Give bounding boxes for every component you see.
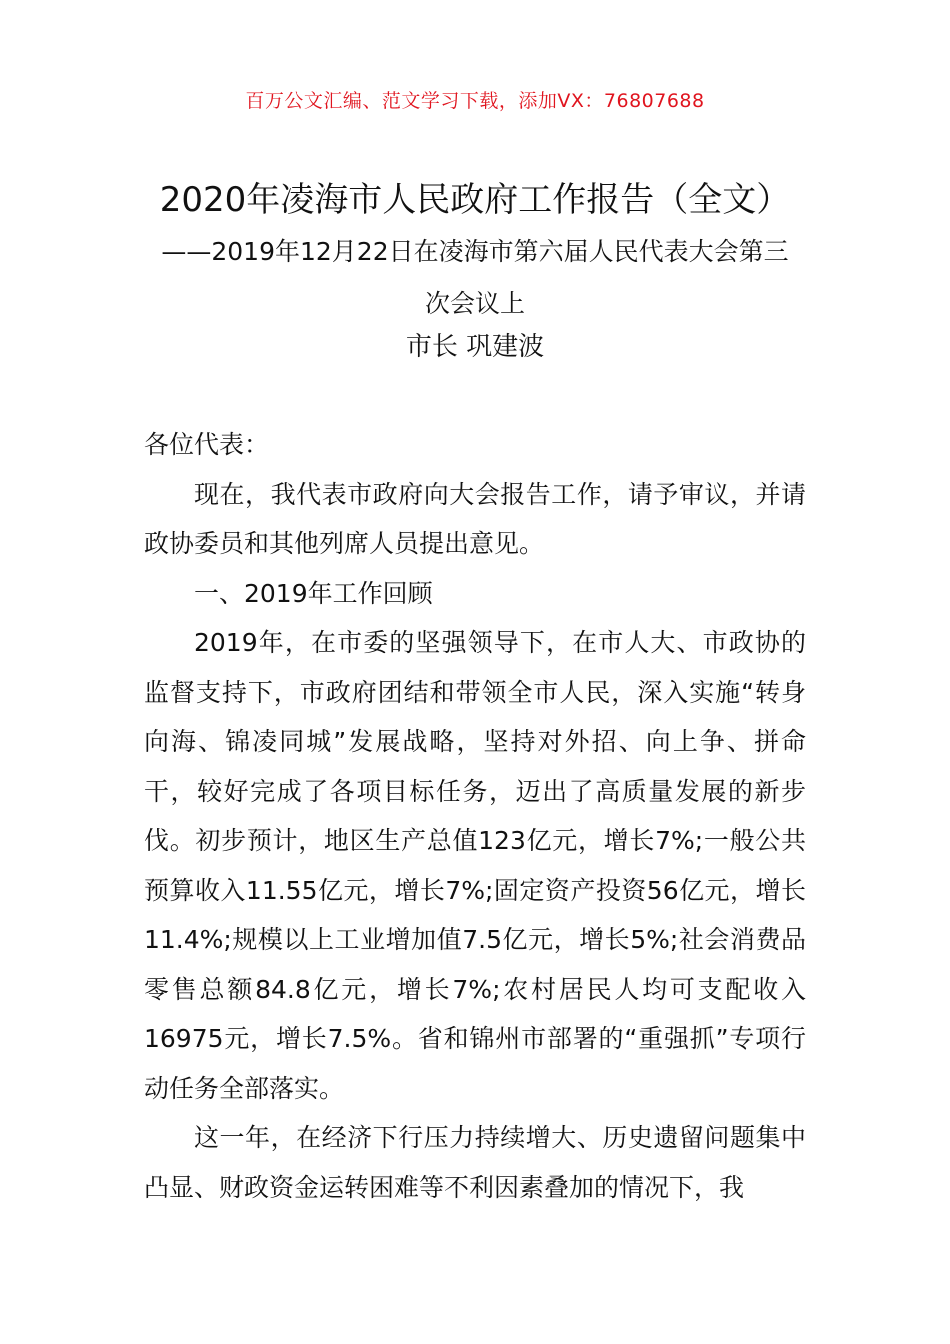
section-heading: 一、2019年工作回顾 xyxy=(194,578,433,608)
paragraph-review: 2019年，在市委的坚强领导下，在市人大、市政协的监督支持下，市政府团结和带领全市人民，深入实施“转身向海、锦凌同城”发展战略，坚持对外招、向上争、拼命干，较好完成了各项目标任务，迈出了高质量发展的新步伐。初步预计，地区生产总值123亿元，增长7%;一般公共预算收入11.55亿元，增长7%;固定资产投资56亿元，增长11.4%;规模以上工业增加值7.5亿元，增长5%;社会消费品零售总额84.8亿元，增长7%;农村居民人均可支配收入16975元，增长7.5%。省和锦州市部署的“重强抓”专项行动任务全部落实。 xyxy=(144,628,806,1103)
salutation: 各位代表： xyxy=(144,430,270,459)
document-subtitle: ——2019年12月22日在凌海市第六届人民代表大会第三次会议上 xyxy=(161,237,789,318)
author-line: 市长 巩建波 xyxy=(405,332,545,362)
promo-banner: 百万公文汇编、范文学习下载，添加VX：76807688 xyxy=(245,90,705,112)
document-body xyxy=(144,420,806,1212)
intro-paragraph: 现在，我代表市政府向大会报告工作，请予审议，并请政协委员和其他列席人员提出意见。 xyxy=(144,479,806,558)
document-title: 2020年凌海市人民政府工作报告（全文） xyxy=(159,180,791,220)
paragraph-context: 这一年，在经济下行压力持续增大、历史遗留问题集中凸显、财政资金运转困难等不利因素叠加的情况下，我 xyxy=(144,1123,806,1202)
